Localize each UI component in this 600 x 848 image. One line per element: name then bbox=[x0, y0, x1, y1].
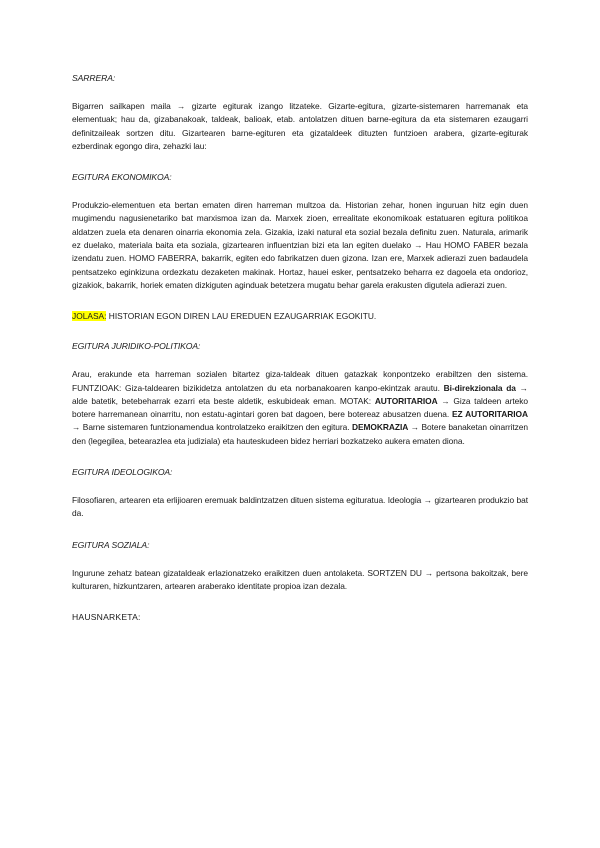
juridikoa-text-5: → Botere banaketan oinarritzen den (legegilea, betearazlea eta judiziala) eta hauteskudeen bidez herriari bozkatzeko aukera ematen diona. bbox=[72, 422, 529, 446]
jolasa-highlight: JOLASA: bbox=[72, 311, 107, 322]
paragraph-juridikoa bbox=[72, 368, 528, 448]
heading-sarrera: SARRERA: bbox=[72, 73, 116, 83]
heading-ekonomikoa: EGITURA EKONOMIKOA: bbox=[72, 172, 172, 183]
juridikoa-text-3: → Giza taldeen arteko botere harremanean oinarritu, non estatu-agintari goren bat dagoen, bere botereaz abusatzen duena. bbox=[72, 395, 528, 420]
juridikoa-text-4: → Barne sistemaren funtzionamendua kontrolatzeko eraikitzen den egitura. bbox=[72, 422, 352, 433]
paragraph-sarrera: Bigarren sailkapen maila → gizarte egiturak izango litzateke. Gizarte-egitura, gizarte-sistemaren harremanak eta elementuak; hau da, gizabanakoak, taldeak, balioak, etab. antolatzen dituen barne-egitura da eta sistemaren ezaugarri definitzaileak sortzen ditu. Gizartearen barne-egituren eta gizataldeek dituzten funtzioen arabera, gizarte-egiturak ezberdinak egongo dira, zehazki lau: bbox=[72, 101, 528, 151]
document-page bbox=[72, 72, 528, 623]
juridikoa-bold-autoritarioa: AUTORITARIOA bbox=[374, 395, 438, 406]
heading-juridikoa: EGITURA JURIDIKO-POLITIKOA: bbox=[72, 341, 201, 352]
paragraph-soziala: Ingurune zehatz batean gizataldeak erlazionatzeko eraikitzen duen antolaketa. SORTZEN DU → pertsona bakoitzak, bere kulturaren, hizkuntzaren, artearen araberako identitate propioa izan dezala. bbox=[72, 567, 528, 591]
paragraph-ekonomikoa: Produkzio-elementuen eta bertan ematen diren harreman multzoa da. Historian zehar, honen inguruan hitz egin duen mugimendu nagusienetariko bat marxismoa izan da. Marxek zioen, errealitate ekonomikoak estatuaren egitura politikoa aldatzen zuela eta denaren oinarria ekonomia zela. Gizakia, izaki natural eta sozial bezala definitu zuen. Naturala, arimarik ez duelako, materiala baita eta soziala, gizartearen influentzian bizi eta lan egiten duelako → Hau HOMO FABER bezala izendatu zuen. HOMO FABERRA, bakarrik, egiten edo fabrikatzen duen gizona. Izan ere, Marxek adierazi zuen badaudela pentsatzeko eginkizuna ordezkatu dezaketen makinak. Hortaz, hauei esker, pentsatzeko beharra ez dagoela eta ondorioz, gizakiok, bakarrik, horiek ematen dizkiguten aginduak betetzera mugatu behar garela erakusten digutela adierazi zuen. bbox=[72, 200, 528, 290]
jolasa-text: HISTORIAN EGON DIREN LAU EREDUEN EZAUGARRIAK EGOKITU. bbox=[106, 311, 377, 322]
jolasa-line bbox=[72, 310, 528, 322]
juridikoa-bold-demokrazia: DEMOKRAZIA bbox=[351, 422, 409, 433]
heading-ideologikoa: EGITURA IDEOLOGIKOA: bbox=[72, 467, 173, 478]
juridikoa-text-2: → alde batetik, betebeharrak ezarri eta beste aldetik, eskubideak eman. MOTAK: bbox=[72, 382, 528, 406]
juridikoa-text-1: Arau, erakunde eta harreman sozialen bitartez giza-taldeak dituen gatazkak konpontzeko erabiltzen den sistema. FUNTZIOAK: Giza-taldearen bizikidetza antolatzen du eta norbanakoaren kanpo-ekintzak arautu. bbox=[72, 369, 528, 393]
juridikoa-bold-ez-autoritarioa: EZ AUTORITARIOA bbox=[452, 409, 528, 420]
heading-soziala: EGITURA SOZIALA: bbox=[72, 539, 150, 550]
heading-hausnarketa: HAUSNARKETA: bbox=[72, 612, 141, 623]
paragraph-ideologikoa: Filosofiaren, artearen eta erlijioaren eremuak baldintzatzen dituen sistema egituratua. Ideologia → gizartearen produkzio bat da. bbox=[72, 495, 528, 519]
juridikoa-bold-bidirekzionala: Bi-direkzionala da bbox=[443, 382, 516, 393]
